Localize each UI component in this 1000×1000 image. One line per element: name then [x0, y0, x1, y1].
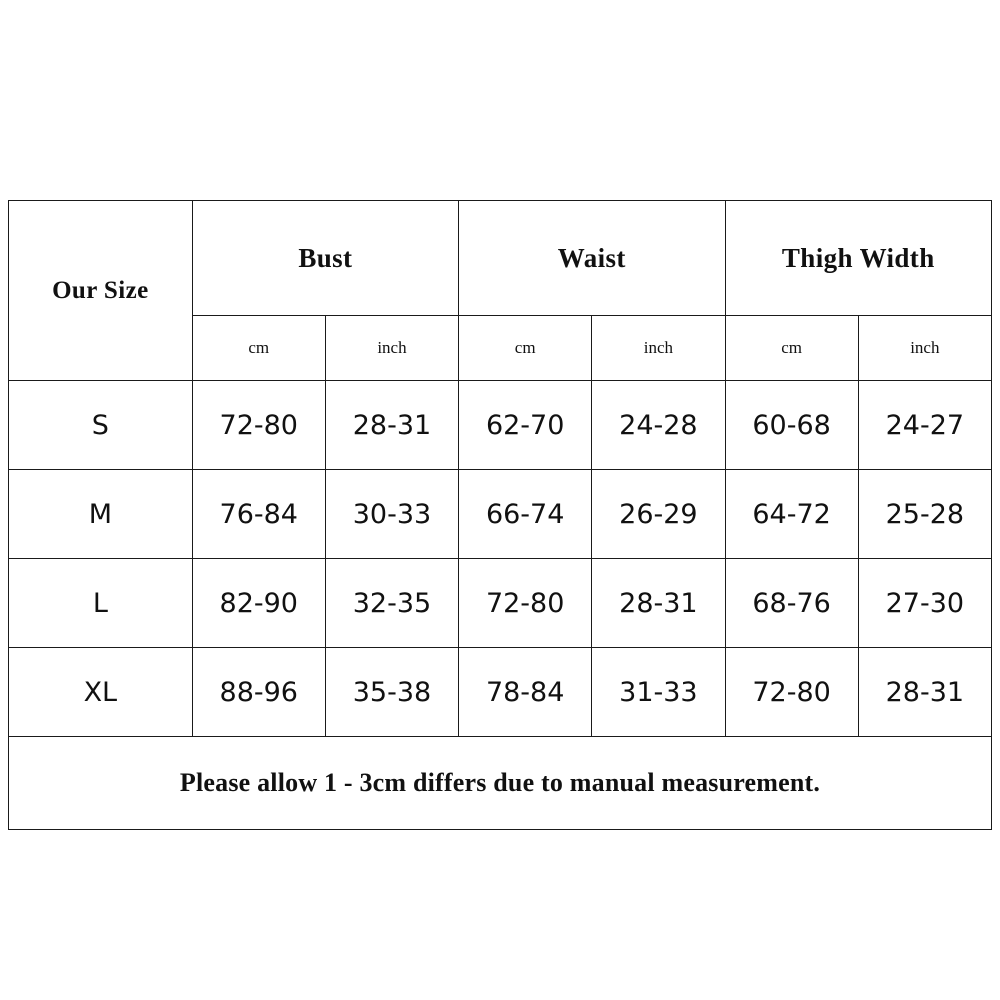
- cell-size: L: [9, 559, 193, 648]
- header-unit-waist-cm: cm: [459, 316, 592, 381]
- header-unit-bust-inch: inch: [325, 316, 458, 381]
- table-row: [9, 381, 992, 470]
- cell-bust-inch: 30-33: [325, 470, 458, 559]
- table-row: [9, 470, 992, 559]
- cell-size: S: [9, 381, 193, 470]
- cell-thigh-cm: 72-80: [725, 648, 858, 737]
- table-row: [9, 559, 992, 648]
- cell-thigh-inch: 25-28: [858, 470, 991, 559]
- cell-thigh-inch: 28-31: [858, 648, 991, 737]
- cell-bust-inch: 35-38: [325, 648, 458, 737]
- cell-size: M: [9, 470, 193, 559]
- measurement-note: Please allow 1 - 3cm differs due to manual measurement.: [9, 737, 992, 830]
- table-header-group-row: [9, 201, 992, 316]
- header-unit-waist-inch: inch: [592, 316, 725, 381]
- cell-waist-cm: 78-84: [459, 648, 592, 737]
- cell-waist-inch: 28-31: [592, 559, 725, 648]
- cell-thigh-cm: 68-76: [725, 559, 858, 648]
- cell-waist-inch: 24-28: [592, 381, 725, 470]
- cell-bust-inch: 28-31: [325, 381, 458, 470]
- cell-bust-inch: 32-35: [325, 559, 458, 648]
- header-group-thigh-width: Thigh Width: [725, 201, 992, 316]
- cell-waist-cm: 72-80: [459, 559, 592, 648]
- header-group-bust: Bust: [192, 201, 458, 316]
- cell-thigh-cm: 64-72: [725, 470, 858, 559]
- cell-waist-cm: 62-70: [459, 381, 592, 470]
- cell-waist-inch: 26-29: [592, 470, 725, 559]
- cell-bust-cm: 72-80: [192, 381, 325, 470]
- cell-thigh-cm: 60-68: [725, 381, 858, 470]
- cell-thigh-inch: 27-30: [858, 559, 991, 648]
- header-our-size: Our Size: [9, 201, 193, 381]
- cell-size: XL: [9, 648, 193, 737]
- cell-waist-inch: 31-33: [592, 648, 725, 737]
- size-chart-table: [8, 200, 992, 830]
- header-group-waist: Waist: [459, 201, 725, 316]
- header-unit-bust-cm: cm: [192, 316, 325, 381]
- measurement-note-row: [9, 737, 992, 830]
- header-unit-thigh-cm: cm: [725, 316, 858, 381]
- cell-bust-cm: 88-96: [192, 648, 325, 737]
- cell-bust-cm: 82-90: [192, 559, 325, 648]
- cell-waist-cm: 66-74: [459, 470, 592, 559]
- cell-thigh-inch: 24-27: [858, 381, 991, 470]
- header-unit-thigh-inch: inch: [858, 316, 991, 381]
- cell-bust-cm: 76-84: [192, 470, 325, 559]
- table-row: [9, 648, 992, 737]
